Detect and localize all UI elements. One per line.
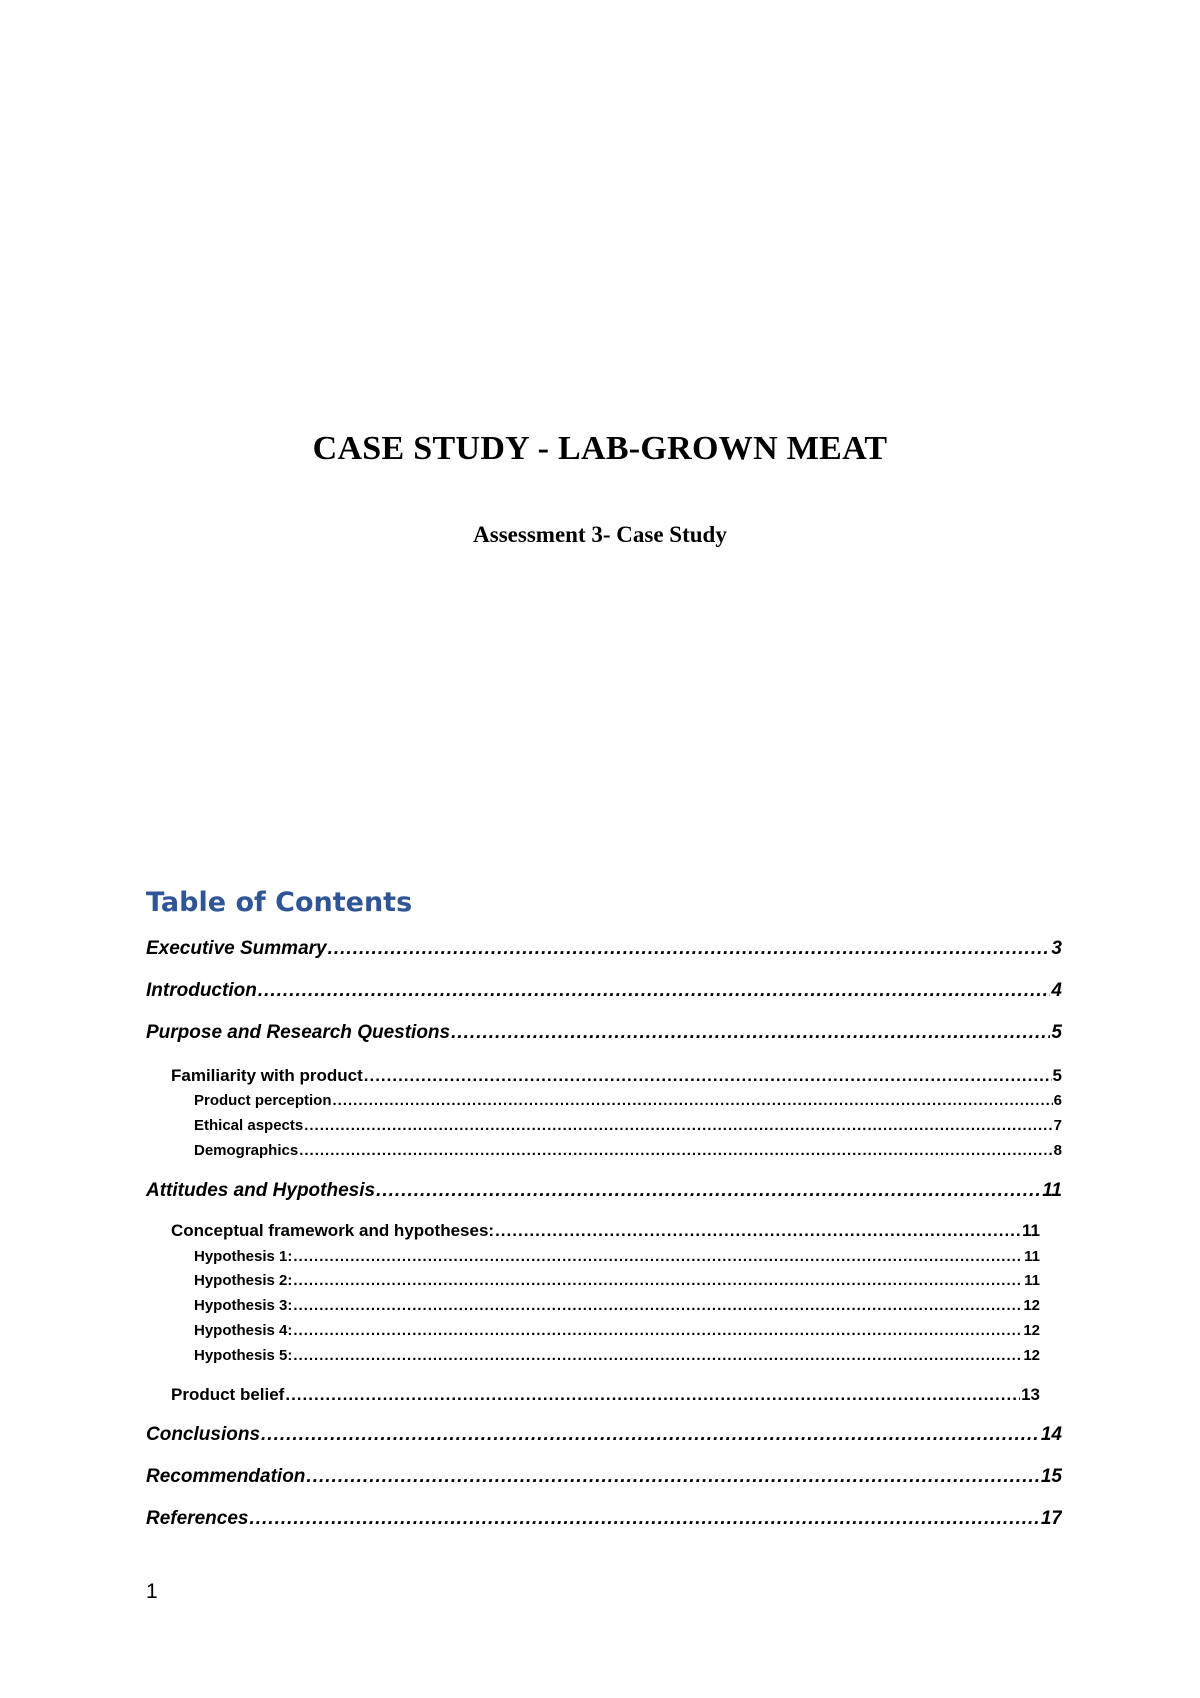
- toc-entry-title: Ethical aspects: [194, 1117, 304, 1134]
- toc-entry-title: Hypothesis 1:: [194, 1248, 293, 1265]
- toc-leader-dots: [293, 1297, 1022, 1314]
- toc-entry-title: References: [146, 1508, 249, 1529]
- page-number: 1: [146, 1580, 158, 1603]
- toc-entry-page: 12: [1023, 1322, 1040, 1339]
- toc-leader-dots: [258, 980, 1051, 1002]
- document-title: CASE STUDY - LAB-GROWN MEAT: [312, 430, 888, 467]
- toc-entry-ethical-aspects[interactable]: [194, 1117, 1062, 1134]
- toc-entry-title: Hypothesis 4:: [194, 1322, 293, 1339]
- toc-entry-hypothesis-4[interactable]: [194, 1322, 1040, 1339]
- toc-leader-dots: [451, 1022, 1050, 1044]
- toc-entry-title: Demographics: [194, 1142, 299, 1159]
- toc-entry-hypothesis-3[interactable]: [194, 1297, 1040, 1314]
- toc-entry-page: 11: [1042, 1180, 1062, 1201]
- toc-entry-conclusions[interactable]: [146, 1424, 1062, 1446]
- toc-leader-dots: [293, 1248, 1023, 1265]
- document-subtitle: Assessment 3- Case Study: [473, 522, 727, 547]
- toc-entry-page: 5: [1052, 1066, 1062, 1085]
- toc-entry-title: Purpose and Research Questions: [146, 1022, 451, 1043]
- toc-entry-title: Conceptual framework and hypotheses:: [171, 1221, 495, 1240]
- toc-entry-page: 8: [1053, 1142, 1062, 1159]
- toc-entry-page: 7: [1053, 1117, 1062, 1134]
- toc-entry-page: 6: [1053, 1092, 1062, 1109]
- toc-entry-page: 3: [1051, 938, 1062, 959]
- toc-entry-page: 12: [1023, 1347, 1040, 1364]
- toc-leader-dots: [333, 1092, 1053, 1109]
- toc-entry-title: Product perception: [194, 1092, 332, 1109]
- toc-entry-executive-summary[interactable]: [146, 938, 1062, 960]
- toc-entry-demographics[interactable]: [194, 1142, 1062, 1159]
- toc-entry-title: Hypothesis 3:: [194, 1297, 293, 1314]
- toc-leader-dots: [304, 1117, 1052, 1134]
- toc-entry-title: Hypothesis 2:: [194, 1272, 293, 1289]
- toc-leader-dots: [293, 1347, 1022, 1364]
- toc-entry-hypothesis-5[interactable]: [194, 1347, 1040, 1364]
- toc-leader-dots: [261, 1424, 1040, 1446]
- toc-leader-dots: [285, 1385, 1020, 1405]
- toc-entry-purpose-research-questions[interactable]: [146, 1022, 1062, 1044]
- toc-entry-introduction[interactable]: [146, 980, 1062, 1002]
- toc-entry-title: Executive Summary: [146, 938, 327, 959]
- toc-entry-recommendation[interactable]: [146, 1466, 1062, 1488]
- toc-entry-hypothesis-1[interactable]: [194, 1248, 1040, 1265]
- toc-entry-hypothesis-2[interactable]: [194, 1272, 1040, 1289]
- toc-entry-title: Familiarity with product: [171, 1066, 363, 1085]
- toc-leader-dots: [306, 1466, 1039, 1488]
- toc-leader-dots: [293, 1322, 1022, 1339]
- toc-entry-page: 4: [1051, 980, 1062, 1001]
- toc-entry-title: Recommendation: [146, 1466, 306, 1487]
- toc-entry-attitudes-hypothesis[interactable]: [146, 1180, 1062, 1202]
- toc-entry-page: 12: [1023, 1297, 1040, 1314]
- toc-entry-product-belief[interactable]: [171, 1385, 1040, 1405]
- toc-entry-title: Attitudes and Hypothesis: [146, 1180, 376, 1201]
- toc-entry-references[interactable]: [146, 1508, 1062, 1530]
- toc-entry-page: 11: [1022, 1221, 1040, 1240]
- toc-heading: Table of Contents: [146, 887, 413, 918]
- toc-leader-dots: [495, 1221, 1021, 1241]
- toc-entry-title: Hypothesis 5:: [194, 1347, 293, 1364]
- toc-entry-title: Product belief: [171, 1385, 285, 1404]
- toc-entry-page: 17: [1040, 1508, 1062, 1529]
- toc-entry-page: 13: [1021, 1385, 1040, 1404]
- toc-entry-page: 14: [1040, 1424, 1062, 1445]
- toc-entry-page: 5: [1051, 1022, 1062, 1043]
- toc-leader-dots: [364, 1066, 1052, 1086]
- toc-entry-title: Introduction: [146, 980, 257, 1001]
- toc-leader-dots: [376, 1180, 1041, 1202]
- toc-entry-product-perception[interactable]: [194, 1092, 1062, 1109]
- toc-leader-dots: [328, 938, 1051, 960]
- toc-entry-familiarity-with-product[interactable]: [171, 1066, 1062, 1086]
- toc-leader-dots: [293, 1272, 1023, 1289]
- toc-entry-page: 11: [1024, 1272, 1040, 1289]
- toc-entry-conceptual-framework[interactable]: [171, 1221, 1040, 1241]
- toc-entry-page: 15: [1040, 1466, 1062, 1487]
- toc-entry-page: 11: [1024, 1248, 1040, 1265]
- toc-entry-title: Conclusions: [146, 1424, 261, 1445]
- toc-leader-dots: [249, 1508, 1039, 1530]
- toc-leader-dots: [299, 1142, 1052, 1159]
